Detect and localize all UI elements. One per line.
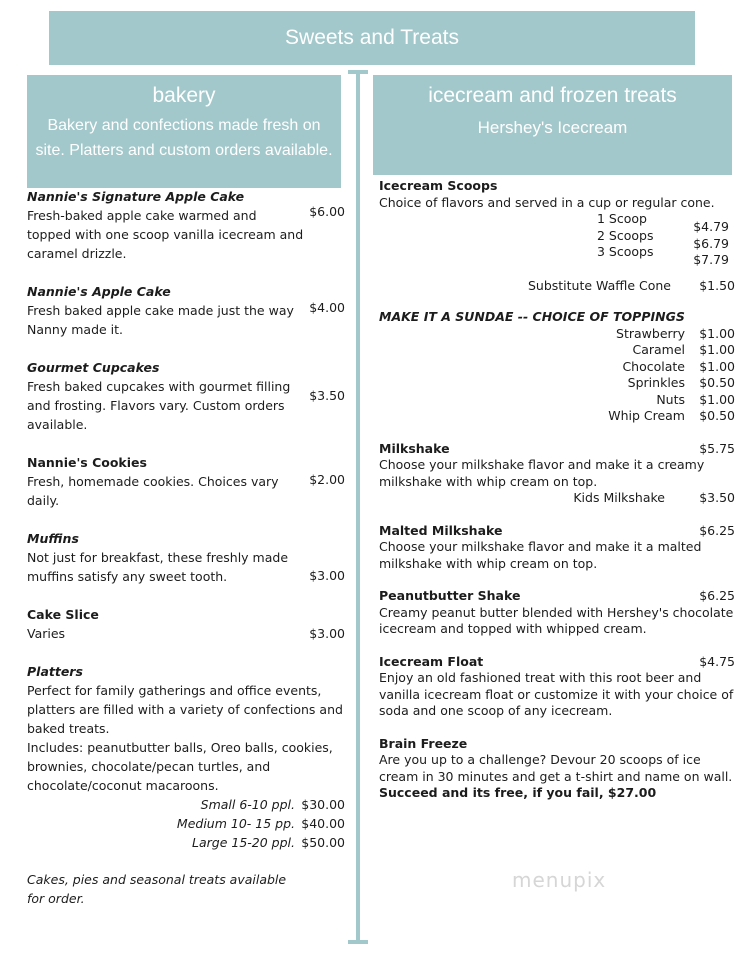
kids-milkshake-row: [379, 490, 735, 507]
item-name: Icecream Float: [379, 653, 484, 669]
item-name: Nannie's Signature Apple Cake: [27, 189, 245, 204]
menu-item: [27, 605, 345, 643]
item-price: $5.75: [699, 440, 735, 456]
item-description: Choose your milkshake flavor and make it a creamy milkshake with whip cream on top.: [379, 457, 705, 489]
item-price: $3.00: [309, 568, 345, 583]
scoop-option-label: 1 Scoop: [597, 211, 647, 226]
menu-item: [27, 453, 345, 510]
platter-size-label: Large 15-20 ppl.: [192, 835, 295, 850]
kids-milkshake-label: Kids Milkshake: [573, 490, 665, 505]
topping-price: $1.00: [699, 358, 735, 374]
peanutbutter-shake-item: [379, 588, 735, 638]
platter-includes: Includes: peanutbutter balls, Oreo balls, cookies, brownies, chocolate/pecan turtles, and chocolate/coconut macaroons.: [27, 740, 333, 793]
item-name: Platters: [27, 664, 83, 679]
topping-row: [379, 342, 735, 359]
topping-row: [379, 359, 735, 376]
item-description: Creamy peanut butter blended with Hershey's chocolate icecream and topped with whipped cream.: [379, 604, 734, 636]
item-description: Choice of flavors and served in a cup or regular cone.: [379, 194, 715, 210]
item-price: $4.00: [309, 300, 345, 315]
item-description: Are you up to a challenge? Devour 20 scoops of ice cream in 30 minutes and get a t-shirt and name on wall.: [379, 752, 733, 784]
item-description: Perfect for family gatherings and office events, platters are filled with a variety of confections and baked treats.: [27, 683, 343, 736]
platters-item: [27, 662, 345, 852]
platter-size-label: Small 6-10 ppl.: [200, 797, 295, 812]
item-name: MAKE IT A SUNDAE -- CHOICE OF TOPPINGS: [379, 309, 685, 324]
watermark: menupix: [512, 868, 607, 892]
item-name: Brain Freeze: [379, 735, 468, 751]
platter-size-row: [27, 795, 345, 814]
divider-top-cap: [348, 70, 368, 74]
topping-label: Strawberry: [616, 325, 685, 341]
scoop-option-label: 2 Scoops: [597, 227, 654, 243]
item-name: Peanutbutter Shake: [379, 588, 521, 603]
scoops-item: [379, 178, 735, 294]
item-description: Fresh baked cupcakes with gourmet filling and frosting. Flavors vary. Custom orders available.: [27, 379, 291, 432]
topping-row: [379, 326, 735, 343]
platter-size-price: $50.00: [301, 835, 345, 850]
topping-row: [379, 408, 735, 425]
waffle-cone-label: Substitute Waffle Cone: [527, 277, 671, 293]
item-description: Choose your milkshake flavor and make it a malted milkshake with whip cream on top.: [379, 539, 702, 571]
topping-price: $1.00: [699, 342, 735, 357]
topping-price: $0.50: [699, 408, 735, 423]
scoop-option-price: $7.79: [693, 252, 729, 267]
bakery-header: [27, 75, 341, 188]
item-name: Cake Slice: [27, 607, 99, 622]
item-description: Not just for breakfast, these freshly made muffins satisfy any sweet tooth.: [27, 550, 289, 584]
waffle-cone-row: [379, 278, 735, 295]
icecream-header: [373, 75, 732, 175]
menu-item: [27, 529, 345, 586]
scoop-option-label: 3 Scoops: [597, 244, 654, 259]
item-name: Milkshake: [379, 440, 450, 456]
platter-size-price: $30.00: [301, 797, 345, 812]
topping-row: [379, 375, 735, 392]
topping-row: [379, 392, 735, 409]
bakery-heading: bakery: [152, 84, 216, 107]
item-price: $6.25: [699, 522, 735, 538]
bakery-description: Bakery and confections made fresh on site. Platters and custom orders available.: [35, 117, 333, 159]
platter-size-row: [27, 833, 345, 852]
topping-price: $0.50: [699, 375, 735, 390]
topping-price: $1.00: [699, 391, 735, 407]
item-description: Enjoy an old fashioned treat with this root beer and vanilla icecream float or customize it with your choice of soda and one scoop of any icecream.: [379, 670, 734, 718]
challenge-terms: Succeed and its free, if you fail, $27.00: [379, 785, 657, 800]
topping-label: Whip Cream: [608, 408, 685, 423]
icecream-items: [379, 178, 735, 802]
topping-label: Nuts: [656, 391, 685, 407]
platter-size-row: [27, 814, 345, 833]
brain-freeze-item: [379, 736, 735, 802]
item-description: Fresh baked apple cake made just the way Nanny made it.: [27, 303, 294, 337]
topping-price: $1.00: [699, 325, 735, 341]
menu-title-banner: [49, 11, 695, 65]
item-name: Icecream Scoops: [379, 178, 498, 193]
bakery-items: [27, 187, 345, 908]
menu-item: [27, 187, 345, 263]
item-name: Malted Milkshake: [379, 522, 503, 538]
item-price: $2.00: [309, 472, 345, 487]
platter-size-label: Medium 10- 15 pp.: [176, 816, 295, 831]
item-name: Nannie's Cookies: [27, 455, 147, 470]
divider-bottom-cap: [348, 940, 368, 944]
waffle-cone-price: $1.50: [699, 277, 735, 293]
menu-item: [27, 358, 345, 434]
icecream-float-item: [379, 654, 735, 720]
scoop-option-price: $6.79: [693, 235, 729, 251]
malted-item: [379, 523, 735, 573]
topping-label: Sprinkles: [627, 375, 685, 390]
scoop-options: [379, 211, 729, 269]
kids-milkshake-price: $3.50: [699, 490, 735, 505]
item-description: Fresh, homemade cookies. Choices vary daily.: [27, 474, 279, 508]
menu-item: [27, 282, 345, 339]
item-name: Gourmet Cupcakes: [27, 360, 160, 375]
scoop-option-price: $4.79: [693, 219, 729, 234]
platter-size-price: $40.00: [301, 816, 345, 831]
item-price: $4.75: [699, 653, 735, 669]
item-description: Fresh-baked apple cake warmed and topped with one scoop vanilla icecream and caramel drizzle.: [27, 208, 304, 261]
item-description: Varies: [27, 626, 66, 641]
bakery-footer-note: Cakes, pies and seasonal treats available for order.: [27, 872, 287, 906]
item-price: $3.00: [309, 626, 345, 641]
item-price: $3.50: [309, 388, 345, 403]
icecream-heading: icecream and frozen treats: [428, 84, 677, 107]
topping-label: Chocolate: [622, 358, 685, 374]
icecream-subheading: Hershey's Icecream: [477, 118, 628, 137]
item-name: Nannie's Apple Cake: [27, 284, 171, 299]
milkshake-item: [379, 441, 735, 507]
item-price: $6.00: [309, 204, 345, 219]
menu-title: Sweets and Treats: [285, 26, 459, 49]
item-price: $6.25: [699, 588, 735, 603]
sundae-item: [379, 309, 735, 425]
topping-label: Caramel: [632, 342, 685, 357]
column-divider: [356, 72, 360, 942]
item-name: Muffins: [27, 531, 79, 546]
